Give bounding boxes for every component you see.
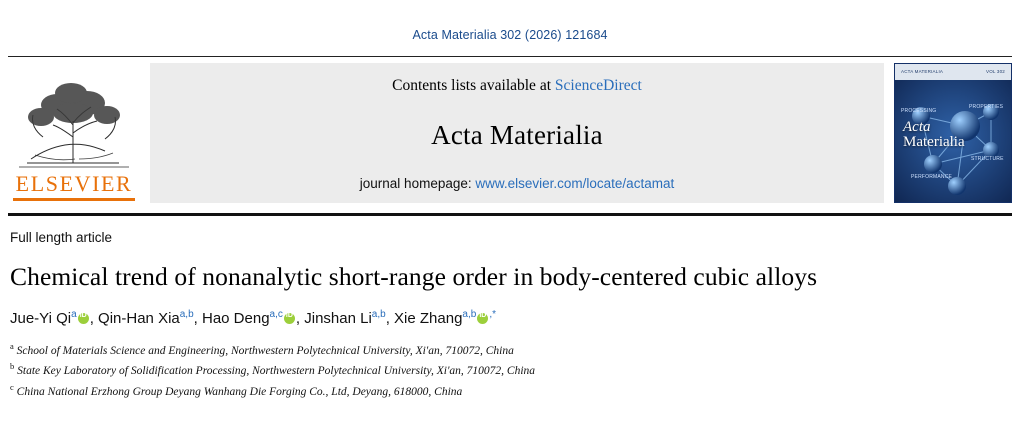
cover-node-label-performance: PERFORMANCE [911, 174, 953, 180]
author-separator: , [89, 310, 99, 327]
cover-top-right-text: VOL 302 [986, 69, 1005, 74]
affiliation-mark: b [10, 361, 15, 372]
contents-line [392, 77, 642, 95]
author-entry[interactable] [394, 310, 496, 327]
affiliation-item [10, 380, 1010, 400]
masthead [8, 56, 1012, 203]
author-name: Jue-Yi Qi [10, 310, 72, 327]
cover-title-line2: Materialia [903, 134, 965, 150]
author-separator: , [295, 310, 305, 327]
elsevier-wordmark: ELSEVIER [15, 171, 133, 196]
author-affil-marks: a [71, 309, 77, 320]
corresponding-author-marker: ,* [489, 309, 496, 320]
sciencedirect-link[interactable]: ScienceDirect [554, 77, 642, 94]
orcid-icon[interactable] [477, 313, 488, 324]
author-affil-marks: a,b [371, 309, 386, 320]
page-title: Chemical trend of nonanalytic short-range order in body-centered cubic alloys [10, 262, 818, 291]
cover-top-left-text: ACTA MATERIALIA [901, 69, 944, 74]
affiliation-text: State Key Laboratory of Solidification Processing, Northwestern Polytechnical University, Xi'an, 710072, China [17, 365, 536, 378]
cover-node-label-properties: PROPERTIES [969, 104, 1004, 110]
affiliation-text: School of Materials Science and Engineering, Northwestern Polytechnical University, Xi'an, 710072, China [16, 344, 514, 357]
author-affil-marks: a,b [179, 309, 194, 320]
running-head: Acta Materialia 302 (2026) 121684 [412, 28, 608, 42]
homepage-line [360, 176, 674, 191]
orcid-icon[interactable] [284, 313, 295, 324]
author-separator: , [385, 310, 395, 327]
author-entry[interactable] [304, 310, 394, 327]
author-entry[interactable] [98, 310, 202, 327]
author-name: Hao Deng [202, 310, 270, 327]
author-name: Xie Zhang [394, 310, 463, 327]
cover-title-line1: Acta [903, 119, 931, 135]
elsevier-underline [13, 198, 135, 201]
cover-node-label-processing: PROCESSING [901, 108, 937, 114]
author-name: Jinshan Li [304, 310, 372, 327]
journal-name: Acta Materialia [431, 120, 603, 150]
affiliation-mark: c [10, 381, 14, 392]
author-name: Qin-Han Xia [98, 310, 180, 327]
contents-prefix: Contents lists available at [392, 77, 555, 94]
author-entry[interactable] [202, 310, 304, 327]
elsevier-logo [8, 63, 140, 203]
journal-homepage-link[interactable]: www.elsevier.com/locate/actamat [475, 176, 675, 191]
article-type: Full length article [10, 230, 113, 245]
author-separator: , [193, 310, 202, 327]
author-affil-marks: a,c [269, 309, 283, 320]
author-entry[interactable] [10, 310, 98, 327]
affiliation-item [10, 339, 1010, 359]
journal-cover-image [894, 63, 1012, 203]
cover-node-label-structure: STRUCTURE [971, 156, 1004, 162]
article-header [0, 216, 1020, 400]
homepage-label: journal homepage: [359, 176, 476, 191]
orcid-icon[interactable] [78, 313, 89, 324]
cover-title [903, 120, 965, 150]
author-list [10, 309, 1010, 327]
elsevier-tree-icon [13, 67, 135, 171]
affiliation-text: China National Erzhong Group Deyang Wanhang Die Forging Co., Ltd, Deyang, 618000, China [16, 385, 463, 398]
affiliation-mark: a [10, 341, 14, 351]
affiliation-item [10, 359, 1010, 379]
journal-band [150, 63, 884, 203]
affiliation-list [10, 339, 1010, 400]
author-affil-marks: a,b [462, 309, 477, 320]
